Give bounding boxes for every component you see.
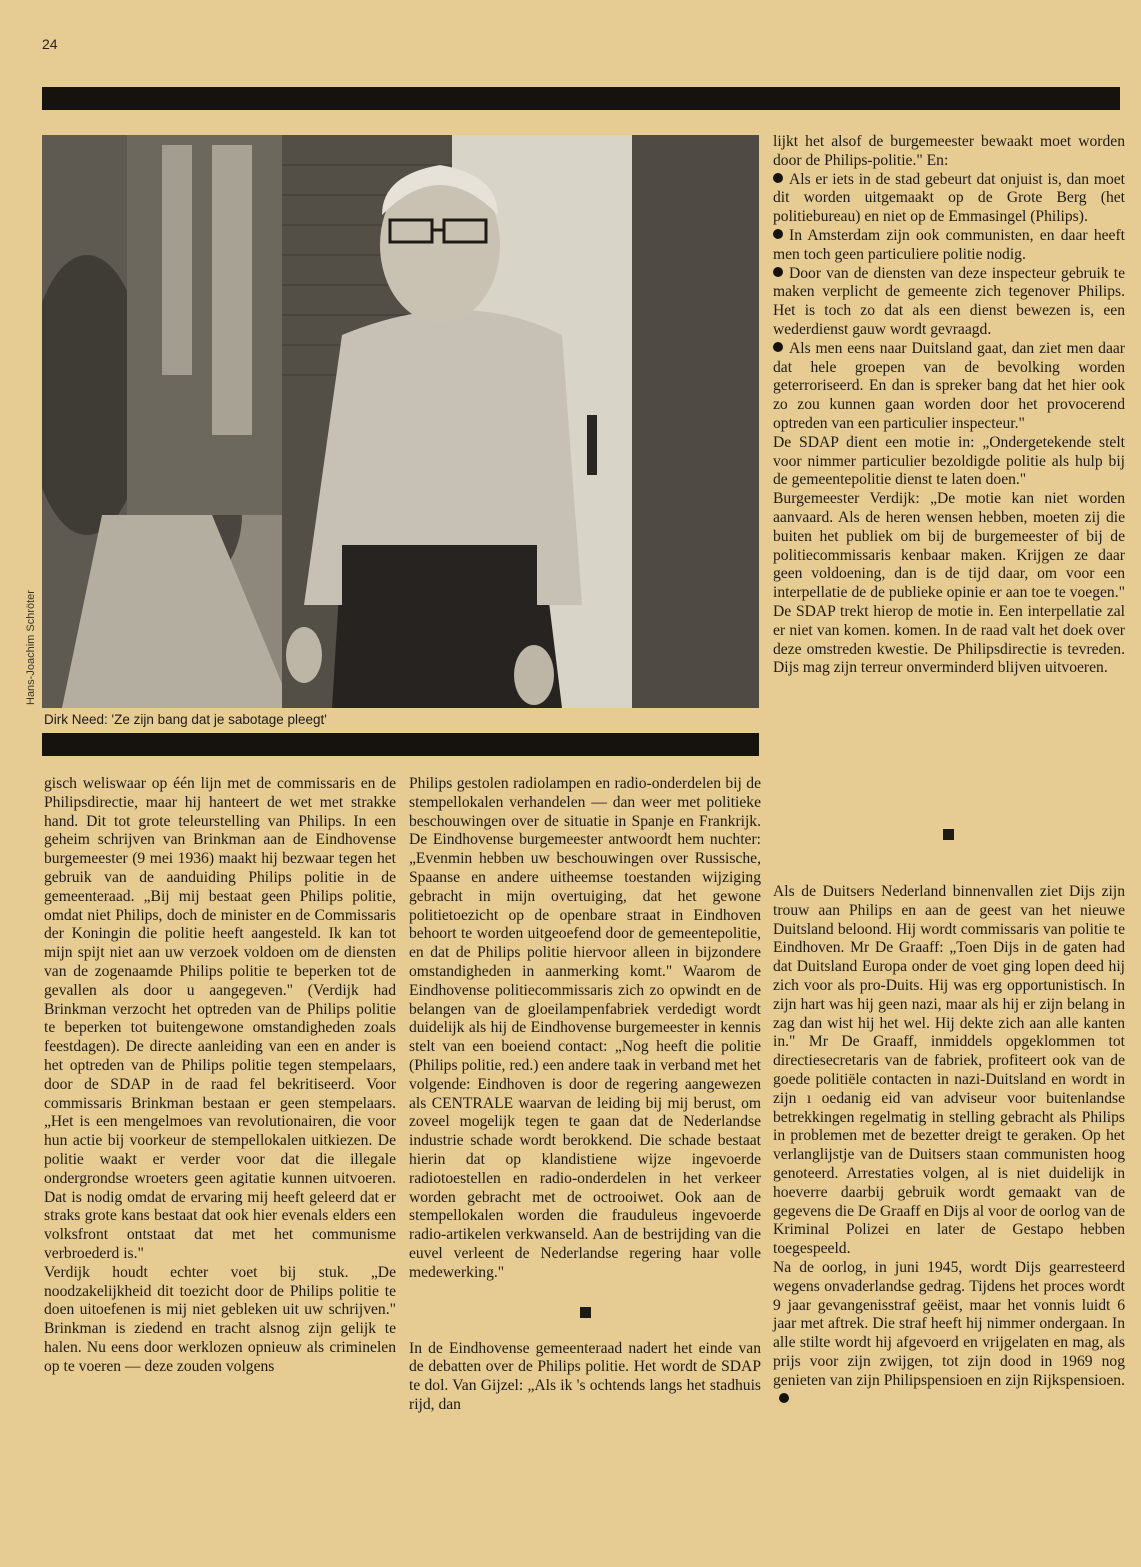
- section-separator: [943, 829, 954, 840]
- paragraph: Na de oorlog, in juni 1945, wordt Dijs gearresteerd wegens onvaderlandse gedrag. Tijdens het proces wordt 9 jaar gevangenisstraf geëist, maar het vonnis luidt 6 jaar met aftrek. Die straf heeft hij nimmer ondergaan. In alle stilte wordt hij afgevoerd en vrijgelaten en mag, als prijs voor zijn zwijgen, tot zijn dood in 1969 nog genieten van zijn Philipspensioen en zijn Rijkspensioen.: [773, 1259, 1125, 1409]
- portrait-photo: [42, 135, 759, 708]
- article-column-1: [44, 775, 396, 1377]
- article-column-3-bottom: [773, 883, 1125, 1409]
- end-mark-icon: [779, 1393, 789, 1403]
- bullet-item: In Amsterdam zijn ook communisten, en daar heeft men toch geen particuliere politie nodig.: [773, 226, 1125, 263]
- paragraph: gisch weliswaar op één lijn met de commissaris en de Philipsdirectie, maar hij hanteert de wet met strakke hand. Dit tot grote teleurstelling van Philips. In een geheim schrijven van Brinkman aan de Eindhovense burgemeester (9 mei 1936) maakt hij bezwaar tegen het gebruik van de aanduiding Philips politie in de gemeenteraad. „Bij mij bestaat geen Philips politie, omdat niet Philips, doch de minister en de Commissaris der Koningin die politie heeft aangesteld. Ik kan tot mijn spijt niet aan uw verzoek voldoen om de diensten van de zogenaamde Philips politie te beperken tot de gevallen als door u aangegeven." (Verdijk had Brinkman verzocht het optreden van de Philips politie te beperken tot buitengewone omstandigheden zoals feestdagen). De directe aanleiding van een en ander is het optreden van de Philips politie tegen stempelaars, door de SDAP in de raad fel bekritiseerd. Voor commissaris Brinkman bestaan er geen stempelaars. „Het is een mengelmoes van revolutionairen, die voor hun actie bij voorkeur de stempellokalen uitkiezen. De politie waakt er verder voor dat die illegale ondergrondse wroeters geen agitatie kunnen uitvoeren. Dat is nodig omdat de ervaring mij heeft geleerd dat er straks grote kans bestaat dat ook hier evenals elders een volksfront ontstaat dat met het communisme verbroederd is.": [44, 775, 396, 1262]
- paragraph: De SDAP dient een motie in: „Ondergetekende stelt voor nimmer particulier bezoldigde politie als hulp bij de gemeentepolitie dienst te laten doen.": [773, 433, 1125, 489]
- photo-credit: Hans-Joachim Schröter: [25, 590, 37, 705]
- section-separator: [580, 1307, 591, 1318]
- paragraph: Als de Duitsers Nederland binnenvallen ziet Dijs zijn trouw aan Philips en aan de geest van het nieuwe Duitsland beloond. Hij wordt commissaris van politie te Eindhoven. Mr De Graaff: „Toen Dijs in de gaten had dat Duitsland Europa onder de voet ging lopen deed hij zich voor als pro-Duits. Hij was erg opportunistisch. In zijn hart was hij geen nazi, maar als hij er zijn belang in zag dan wist hij het wel. Hij dekte zich aan alle kanten in." Mr De Graaff, inmiddels opgeklommen tot directiesecretaris van de fabriek, profiteert ook van de goede politiële contacten in nazi-Duitsland en wordt in zijn ı oedanig eid van adviseur voor buitenlandse betrekkingen regelmatig in stelling gebracht als Philips in problemen met de bezetter dreigt te geraken. Op het verlanglijstje van de Duitsers staan communisten hoog genoteerd. Arrestaties volgen, al is niet duidelijk in hoeverre daarbij gebruik wordt gemaakt van de gegevens die De Graaff en Dijs al voor de oorlog van de Kriminal Polizei en later de Gestapo hebben toegespeeld.: [773, 883, 1125, 1258]
- bullet-icon: [773, 342, 783, 352]
- photo-rule: [42, 733, 759, 756]
- bullet-icon: [773, 267, 783, 277]
- paragraph: lijkt het alsof de burgemeester bewaakt moet worden door de Philips-politie." En:: [773, 133, 1125, 169]
- paragraph: Verdijk houdt echter voet bij stuk. „De noodzakelijkheid dit toezicht door de Philips politie te doen uitoefenen is mij niet gebleken uit uw schrijven." Brinkman is ziedend en tracht alsnog zijn gelijk te halen. Nu eens door werklozen opnieuw als criminelen op te voeren — deze zouden volgens: [44, 1263, 396, 1375]
- bullet-icon: [773, 229, 783, 239]
- article-column-3-top: [773, 133, 1125, 678]
- paragraph: In de Eindhovense gemeenteraad nadert het einde van de debatten over de Philips politie. Het wordt de SDAP te dol. Van Gijzel: „Als ik 's ochtends langs het stadhuis rijd, dan: [409, 1339, 761, 1413]
- bullet-item: Door van de diensten van deze inspecteur gebruik te maken verplicht de gemeente zich tegenover Philips. Het is toch zo dat als een dienst bewezen is, een wederdienst gauw wordt gevraagd.: [773, 264, 1125, 338]
- top-rule: [42, 87, 1120, 110]
- article-column-2: [409, 775, 761, 1415]
- photo-caption: Dirk Need: 'Ze zijn bang dat je sabotage pleegt': [44, 712, 327, 727]
- paragraph: Philips gestolen radiolampen en radio-onderdelen bij de stempellokalen verhandelen — dan weer met politieke beschouwingen over de situatie in Spanje en Frankrijk. De Eindhovense burgemeester antwoordt hem nuchter: „Evenmin hebben uw beschouwingen over Russische, Spaanse en andere uitheemse toestanden wijziging gebracht in mijn overtuiging, dat het gewone politietoezicht op de openbare straat in Eindhoven behoort te worden uitgeoefend door de gemeentepolitie, en dat de Philips politie hiervoor alleen in bijzondere omstandigheden in aanmerking komt." Waarom de Eindhovense politiecommissaris zich zo opwindt en de belangen van de gloeilampenfabriek verdedigt wordt duidelijk als hij de Eindhovense burgemeester in kennis stelt van een boeiend contact: „Nog heeft die politie (Philips politie, red.) een andere taak in verband met het volgende: Eindhoven is door de regering aangewezen als CENTRALE waarvan de leiding bij mij berust, om zoveel mogelijk tegen te gaan dat de Nederlandse industrie schade wordt berokkend. Die schade bestaat hierin dat op klandistiene wijze ingevoerde radiotoestellen en radio-onderdelen in het verkeer worden gebracht met de octrooiwet. Ook aan de stempellokalen worden die frauduleus ingevoerde radio-artikelen verkwanseld. Aan de bestrijding van die euvel verleent de Nederlandse regering haar volle medewerking.": [409, 775, 761, 1281]
- bullet-icon: [773, 173, 783, 183]
- page-number: 24: [42, 36, 58, 52]
- paragraph: Burgemeester Verdijk: „De motie kan niet worden aanvaard. Als de heren wensen hebben, moeten zij die buiten het publiek om bij de burgemeester of bij de politiecommissaris kenbaar maken. Krijgen ze daar geen voldoening, dan is de tijd daar, om voor een interpellatie de de publieke opinie er aan toe te voegen." De SDAP trekt hierop de motie in. Een interpellatie zal er niet van komen. komen. In de raad valt het doek over deze omstreden kwestie. De Philipsdirectie is tevreden. Dijs mag zijn terreur onverminderd blijven uitvoeren.: [773, 490, 1125, 677]
- bullet-item: Als er iets in de stad gebeurt dat onjuist is, dan moet dit worden uitgemaakt op de Grote Berg (het politiebureau) en niet op de Emmasingel (Philips).: [773, 170, 1125, 226]
- bullet-item: Als men eens naar Duitsland gaat, dan ziet men daar dat hele groepen van de bevolking worden geterroriseerd. En dan is spreker bang dat het hier ook zo zou kunnen gaan worden door het provocerend optreden van een particulier inspecteur.": [773, 339, 1125, 432]
